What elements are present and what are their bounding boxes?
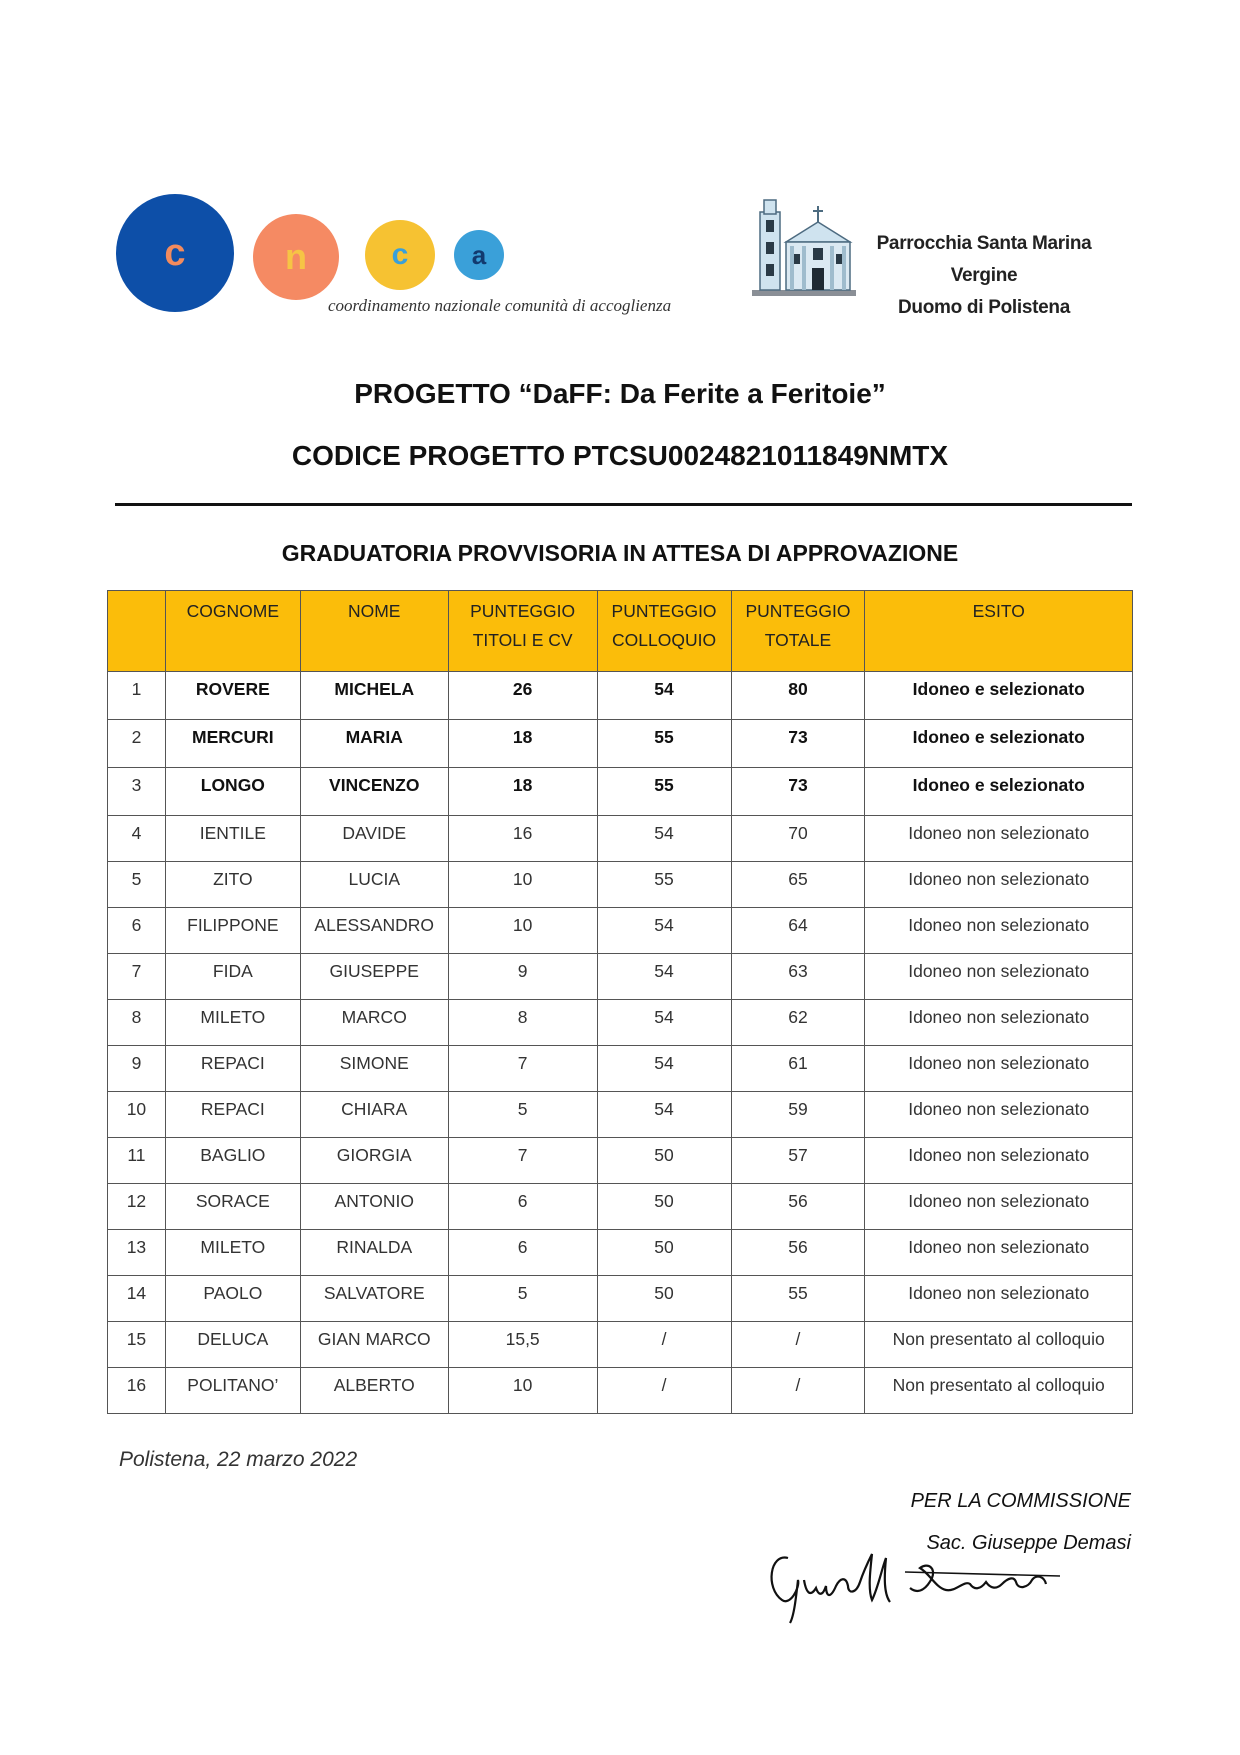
cell-esito: Idoneo non selezionato <box>865 862 1133 908</box>
cell-cognome: ZITO <box>165 862 300 908</box>
handwritten-signature <box>760 1528 1140 1628</box>
cell-number: 11 <box>108 1138 166 1184</box>
cell-totale: 64 <box>731 908 865 954</box>
cell-titoli: 8 <box>448 1000 597 1046</box>
table-row <box>108 1092 1133 1138</box>
table-row <box>108 1276 1133 1322</box>
cell-esito: Idoneo non selezionato <box>865 954 1133 1000</box>
cell-esito: Idoneo non selezionato <box>865 1230 1133 1276</box>
table-row <box>108 768 1133 816</box>
cell-number: 15 <box>108 1322 166 1368</box>
cell-cognome: REPACI <box>165 1092 300 1138</box>
cell-titoli: 6 <box>448 1184 597 1230</box>
project-code: CODICE PROGETTO PTCSU0024821011849NMTX <box>291 440 949 471</box>
table-header-row <box>108 591 1133 672</box>
cell-colloquio: 55 <box>597 720 731 768</box>
cell-number: 7 <box>108 954 166 1000</box>
cell-cognome: SORACE <box>165 1184 300 1230</box>
cell-nome: VINCENZO <box>300 768 448 816</box>
cell-nome: ALBERTO <box>300 1368 448 1414</box>
table-row <box>108 1046 1133 1092</box>
cell-cognome: BAGLIO <box>165 1138 300 1184</box>
parish-name <box>854 228 1114 324</box>
cell-nome: RINALDA <box>300 1230 448 1276</box>
cell-nome: GIUSEPPE <box>300 954 448 1000</box>
cell-titoli: 6 <box>448 1230 597 1276</box>
cell-esito: Idoneo e selezionato <box>865 768 1133 816</box>
cell-colloquio: 54 <box>597 672 731 720</box>
cell-number: 5 <box>108 862 166 908</box>
cell-nome: MARIA <box>300 720 448 768</box>
parish-line-1: Parrocchia Santa Marina Vergine <box>876 233 1092 286</box>
cell-totale: / <box>731 1368 865 1414</box>
cell-totale: 55 <box>731 1276 865 1322</box>
cell-esito: Idoneo e selezionato <box>865 720 1133 768</box>
cell-esito: Idoneo e selezionato <box>865 672 1133 720</box>
signer-name: Sac. Giuseppe Demasi <box>926 1532 1131 1554</box>
cell-nome: SIMONE <box>300 1046 448 1092</box>
cell-totale: 65 <box>731 862 865 908</box>
cell-titoli: 18 <box>448 720 597 768</box>
col-header-titoli-line1: PUNTEGGIO <box>470 601 576 621</box>
cell-cognome: REPACI <box>165 1046 300 1092</box>
cell-esito: Non presentato al colloquio <box>865 1322 1133 1368</box>
table-row <box>108 1138 1133 1184</box>
cell-esito: Idoneo non selezionato <box>865 1184 1133 1230</box>
cell-totale: / <box>731 1322 865 1368</box>
cell-colloquio: 54 <box>597 1000 731 1046</box>
cnca-logo-circle-n: n <box>253 214 339 300</box>
cell-titoli: 5 <box>448 1092 597 1138</box>
cell-number: 1 <box>108 672 166 720</box>
cell-nome: MICHELA <box>300 672 448 720</box>
cell-titoli: 9 <box>448 954 597 1000</box>
cell-totale: 59 <box>731 1092 865 1138</box>
col-header-nome: NOME <box>300 591 448 672</box>
cell-nome: LUCIA <box>300 862 448 908</box>
col-header-titoli <box>448 591 597 672</box>
cell-colloquio: 55 <box>597 768 731 816</box>
cell-totale: 80 <box>731 672 865 720</box>
cell-colloquio: 54 <box>597 908 731 954</box>
cell-cognome: ROVERE <box>165 672 300 720</box>
cell-number: 16 <box>108 1368 166 1414</box>
cell-nome: CHIARA <box>300 1092 448 1138</box>
cell-colloquio: 54 <box>597 1092 731 1138</box>
cell-colloquio: 50 <box>597 1230 731 1276</box>
cell-cognome: IENTILE <box>165 816 300 862</box>
cell-cognome: POLITANO’ <box>165 1368 300 1414</box>
cell-titoli: 10 <box>448 1368 597 1414</box>
cnca-logo-circle-c: c <box>116 194 234 312</box>
cell-cognome: FIDA <box>165 954 300 1000</box>
table-row <box>108 908 1133 954</box>
cell-titoli: 15,5 <box>448 1322 597 1368</box>
cell-totale: 63 <box>731 954 865 1000</box>
col-header-colloquio-line2: COLLOQUIO <box>612 630 717 650</box>
title-divider <box>115 503 1132 506</box>
col-header-colloquio <box>597 591 731 672</box>
cell-esito: Idoneo non selezionato <box>865 1046 1133 1092</box>
cell-cognome: LONGO <box>165 768 300 816</box>
cell-totale: 73 <box>731 720 865 768</box>
cell-titoli: 5 <box>448 1276 597 1322</box>
ranking-table <box>107 590 1133 1414</box>
cell-esito: Idoneo non selezionato <box>865 1092 1133 1138</box>
table-row <box>108 720 1133 768</box>
cell-esito: Idoneo non selezionato <box>865 908 1133 954</box>
cell-number: 14 <box>108 1276 166 1322</box>
cell-esito: Idoneo non selezionato <box>865 1276 1133 1322</box>
cell-titoli: 18 <box>448 768 597 816</box>
table-row <box>108 672 1133 720</box>
cell-cognome: PAOLO <box>165 1276 300 1322</box>
cell-number: 6 <box>108 908 166 954</box>
cell-esito: Idoneo non selezionato <box>865 1138 1133 1184</box>
cell-totale: 62 <box>731 1000 865 1046</box>
col-header-cognome: COGNOME <box>165 591 300 672</box>
cell-number: 3 <box>108 768 166 816</box>
ranking-subtitle: GRADUATORIA PROVVISORIA IN ATTESA DI APPROVAZIONE <box>281 540 959 566</box>
col-header-totale <box>731 591 865 672</box>
cell-cognome: MILETO <box>165 1000 300 1046</box>
cell-titoli: 10 <box>448 862 597 908</box>
col-header-esito: ESITO <box>865 591 1133 672</box>
cnca-logo-circle-c2: c <box>365 220 435 290</box>
cell-titoli: 7 <box>448 1138 597 1184</box>
cnca-logo <box>116 192 726 322</box>
cell-number: 2 <box>108 720 166 768</box>
cell-colloquio: 50 <box>597 1276 731 1322</box>
cell-totale: 56 <box>731 1184 865 1230</box>
cell-totale: 56 <box>731 1230 865 1276</box>
cell-esito: Idoneo non selezionato <box>865 816 1133 862</box>
cell-colloquio: 50 <box>597 1184 731 1230</box>
cell-titoli: 16 <box>448 816 597 862</box>
cell-colloquio: 55 <box>597 862 731 908</box>
col-header-totale-line1: PUNTEGGIO <box>745 601 851 621</box>
table-row <box>108 1368 1133 1414</box>
cell-cognome: MILETO <box>165 1230 300 1276</box>
table-row <box>108 1322 1133 1368</box>
cell-cognome: DELUCA <box>165 1322 300 1368</box>
col-header-colloquio-line1: PUNTEGGIO <box>611 601 717 621</box>
cell-colloquio: 54 <box>597 954 731 1000</box>
table-row <box>108 1000 1133 1046</box>
col-header-number <box>108 591 166 672</box>
cell-nome: DAVIDE <box>300 816 448 862</box>
cell-totale: 73 <box>731 768 865 816</box>
cell-totale: 57 <box>731 1138 865 1184</box>
cell-titoli: 26 <box>448 672 597 720</box>
cell-colloquio: 54 <box>597 1046 731 1092</box>
table-row <box>108 1184 1133 1230</box>
cell-nome: GIAN MARCO <box>300 1322 448 1368</box>
cell-titoli: 7 <box>448 1046 597 1092</box>
cnca-logo-circle-a: a <box>454 230 504 280</box>
cell-number: 4 <box>108 816 166 862</box>
cell-colloquio: / <box>597 1322 731 1368</box>
cell-nome: GIORGIA <box>300 1138 448 1184</box>
table-row <box>108 862 1133 908</box>
cell-cognome: MERCURI <box>165 720 300 768</box>
cell-number: 9 <box>108 1046 166 1092</box>
cell-nome: SALVATORE <box>300 1276 448 1322</box>
parish-line-2: Duomo di Polistena <box>898 297 1070 318</box>
cell-colloquio: / <box>597 1368 731 1414</box>
cell-esito: Non presentato al colloquio <box>865 1368 1133 1414</box>
cell-totale: 61 <box>731 1046 865 1092</box>
cnca-tagline: coordinamento nazionale comunità di accoglienza <box>328 296 672 315</box>
cell-number: 10 <box>108 1092 166 1138</box>
place-date: Polistena, 22 marzo 2022 <box>119 1448 358 1471</box>
cell-nome: MARCO <box>300 1000 448 1046</box>
cell-esito: Idoneo non selezionato <box>865 1000 1133 1046</box>
commission-label: PER LA COMMISSIONE <box>910 1490 1131 1512</box>
cell-colloquio: 50 <box>597 1138 731 1184</box>
table-row <box>108 816 1133 862</box>
table-row <box>108 1230 1133 1276</box>
church-icon <box>752 198 856 300</box>
cell-nome: ALESSANDRO <box>300 908 448 954</box>
col-header-totale-line2: TOTALE <box>764 630 832 650</box>
cell-titoli: 10 <box>448 908 597 954</box>
table-row <box>108 954 1133 1000</box>
cell-colloquio: 54 <box>597 816 731 862</box>
cell-cognome: FILIPPONE <box>165 908 300 954</box>
cell-number: 13 <box>108 1230 166 1276</box>
cell-number: 12 <box>108 1184 166 1230</box>
col-header-titoli-line2: TITOLI E CV <box>472 630 573 650</box>
cell-totale: 70 <box>731 816 865 862</box>
project-title: PROGETTO “DaFF: Da Ferite a Feritoie” <box>354 378 886 409</box>
cell-number: 8 <box>108 1000 166 1046</box>
cell-nome: ANTONIO <box>300 1184 448 1230</box>
